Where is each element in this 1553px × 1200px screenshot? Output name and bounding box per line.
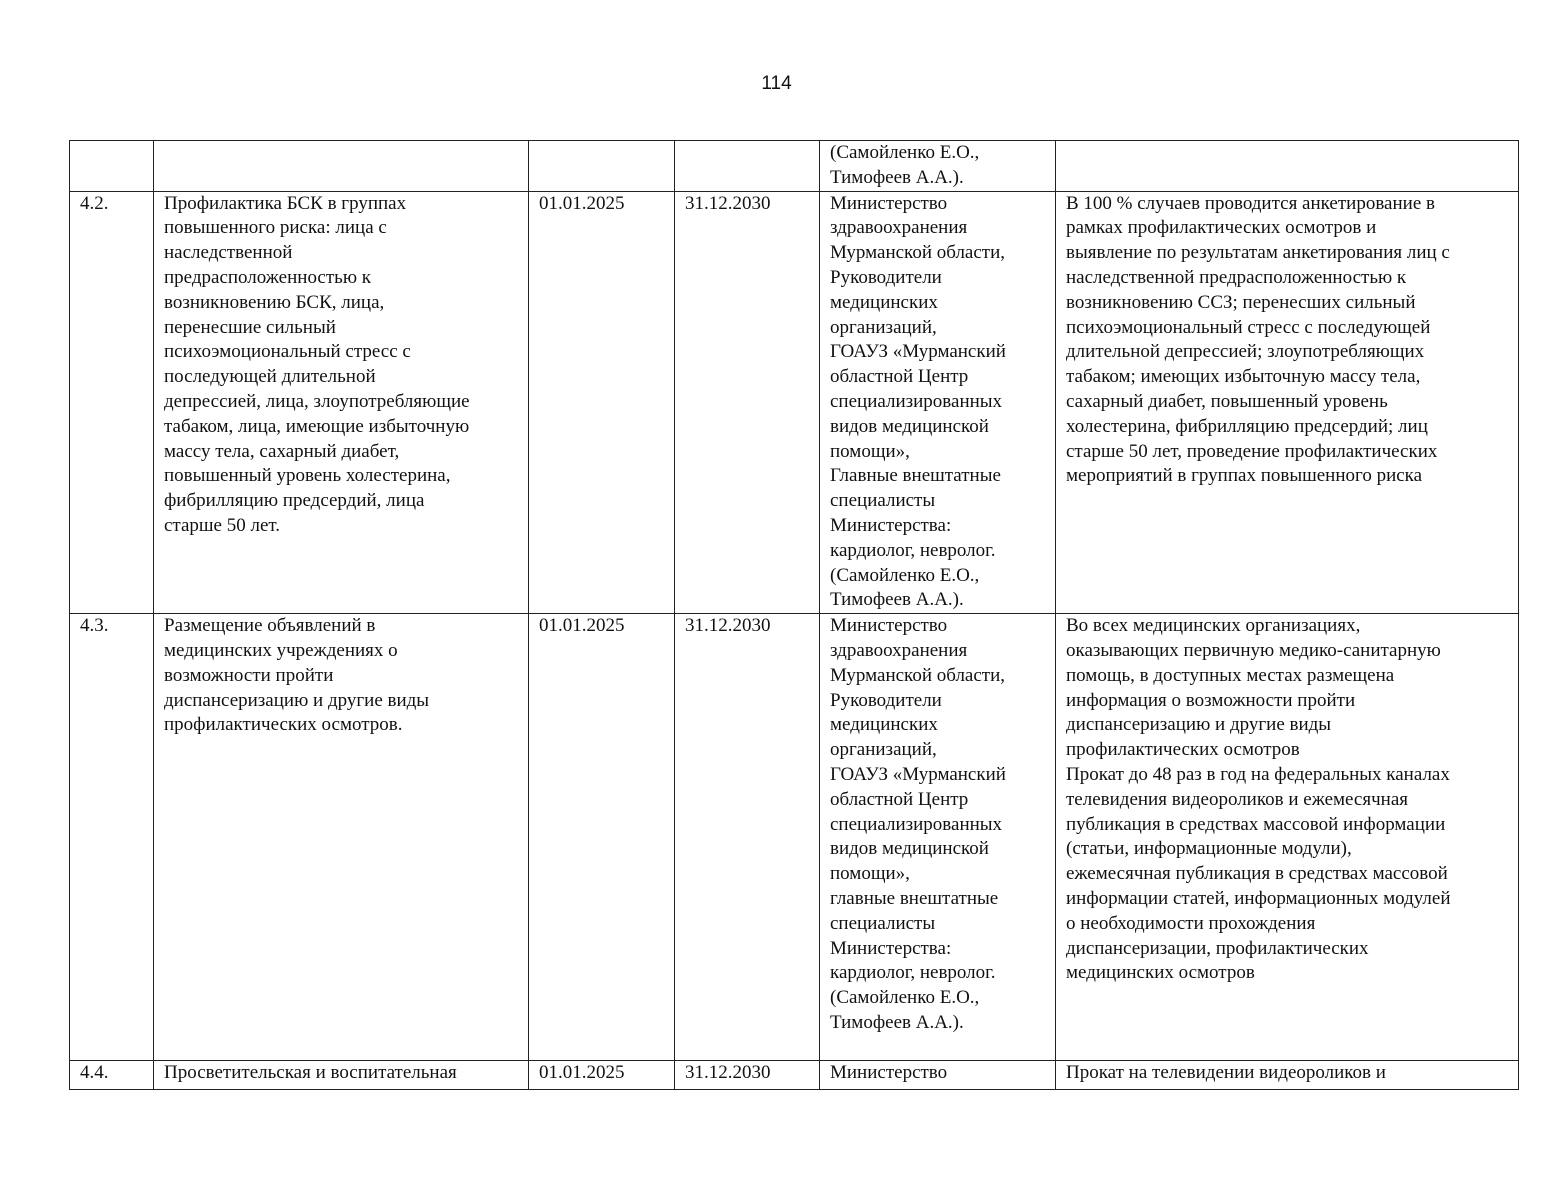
expected-result: Прокат на телевидении видеороликов и [1056,1061,1519,1090]
responsible-executors: (Самойленко Е.О., Тимофеев А.А.). [820,141,1056,192]
end-date [675,141,820,192]
responsible-executors: Министерство здравоохранения Мурманской области, Руководители медицинских организаций, ГОАУЗ «Мурманский областной Центр специализированных видов медицинской помощи», главные внештатные специалисты Министерства: кардиолог, невролог. (Самойленко Е.О., Тимофеев А.А.). [820,614,1056,1061]
row-number [70,141,154,192]
event-description: Размещение объявлений в медицинских учреждениях о возможности пройти диспансеризацию и другие виды профилактических осмотров. [154,614,529,1061]
start-date: 01.01.2025 [529,614,675,1061]
table-row [70,1061,1519,1090]
start-date [529,141,675,192]
table-row [70,191,1519,614]
expected-result: Во всех медицинских организациях, оказывающих первичную медико-санитарную помощь, в доступных местах размещена информация о возможности пройти диспансеризацию и другие виды профилактических осмотров Прокат до 48 раз в год на федеральных каналах телевидения видеороликов и ежемесячная публикация в средствах массовой информации (статьи, информационные модули), ежемесячная публикация в средствах массовой информации статей, информационных модулей о необходимости прохождения диспансеризации, профилактических медицинских осмотров [1056,614,1519,1061]
start-date: 01.01.2025 [529,191,675,614]
event-description [154,141,529,192]
page-number: 114 [761,73,792,94]
table-row [70,614,1519,1061]
row-number: 4.2. [70,191,154,614]
row-number: 4.4. [70,1061,154,1090]
row-number: 4.3. [70,614,154,1061]
responsible-executors: Министерство здравоохранения Мурманской области, Руководители медицинских организаций, ГОАУЗ «Мурманский областной Центр специализированных видов медицинской помощи», Главные внештатные специалисты Министерства: кардиолог, невролог. (Самойленко Е.О., Тимофеев А.А.). [820,191,1056,614]
event-description: Просветительская и воспитательная [154,1061,529,1090]
end-date: 31.12.2030 [675,1061,820,1090]
event-description: Профилактика БСК в группах повышенного риска: лица с наследственной предрасположенностью к возникновению БСК, лица, перенесшие сильный психоэмоциональный стресс с последующей длительной депрессией, лица, злоупотребляющие табаком, лица, имеющие избыточную массу тела, сахарный диабет, повышенный уровень холестерина, фибрилляцию предсердий, лица старше 50 лет. [154,191,529,614]
responsible-executors: Министерство [820,1061,1056,1090]
measures-table [69,140,1519,1090]
end-date: 31.12.2030 [675,191,820,614]
start-date: 01.01.2025 [529,1061,675,1090]
table-row [70,141,1519,192]
end-date: 31.12.2030 [675,614,820,1061]
expected-result: В 100 % случаев проводится анкетирование в рамках профилактических осмотров и выявление по результатам анкетирования лиц с наследственной предрасположенностью к возникновению ССЗ; перенесших сильный психоэмоциональный стресс с последующей длительной депрессией; злоупотребляющих табаком; имеющих избыточную массу тела, сахарный диабет, повышенный уровень холестерина, фибрилляцию предсердий; лиц старше 50 лет, проведение профилактических мероприятий в группах повышенного риска [1056,191,1519,614]
expected-result [1056,141,1519,192]
